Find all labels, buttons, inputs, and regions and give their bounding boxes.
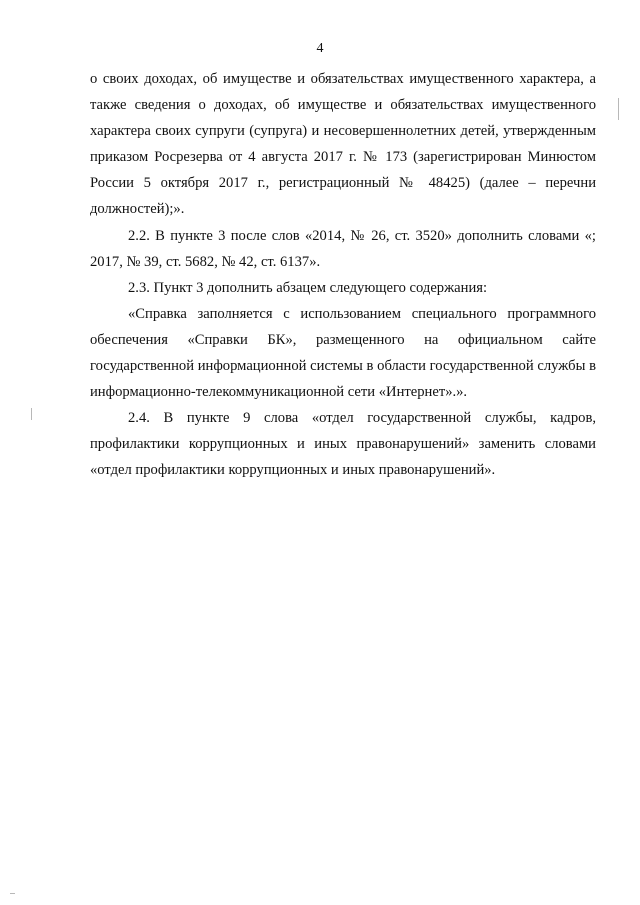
scan-artifact-bottom (10, 893, 15, 894)
scan-artifact-top-right (618, 98, 619, 120)
paragraph-2-2: 2.2. В пункте 3 после слов «2014, № 26, ст. 3520» дополнить словами «; 2017, № 39, ст. 5682, № 42, ст. 6137». (90, 227, 596, 270)
page-number: 4 (316, 41, 324, 56)
document-body (90, 66, 596, 484)
paragraph-2-3: 2.3. Пункт 3 дополнить абзацем следующего содержания: (128, 279, 488, 296)
paragraph-2-3-quote: «Справка заполняется с использованием специального программного обеспечения «Справки БК», размещенного на официальном сайте государственной информационной системы в области государственной службы в информационно-телекоммуникационной сети «Интернет».». (90, 305, 596, 401)
paragraph-2-4: 2.4. В пункте 9 слова «отдел государственной службы, кадров, профилактики коррупционных и иных правонарушений» заменить словами «отдел профилактики коррупционных и иных правонарушений». (90, 410, 596, 479)
scan-artifact-left (31, 408, 32, 420)
paragraph-continuation: о своих доходах, об имуществе и обязательствах имущественного характера, а также сведения о доходах, об имуществе и обязательствах имущественного характера своих супруги (супруга) и несовершеннолетних детей, утвержденным приказом Росрезерва от 4 августа 2017 г. № 173 (зарегистрирован Минюстом России 5 октября 2017 г., регистрационный № 48425) (далее – перечни должностей);». (90, 71, 596, 218)
